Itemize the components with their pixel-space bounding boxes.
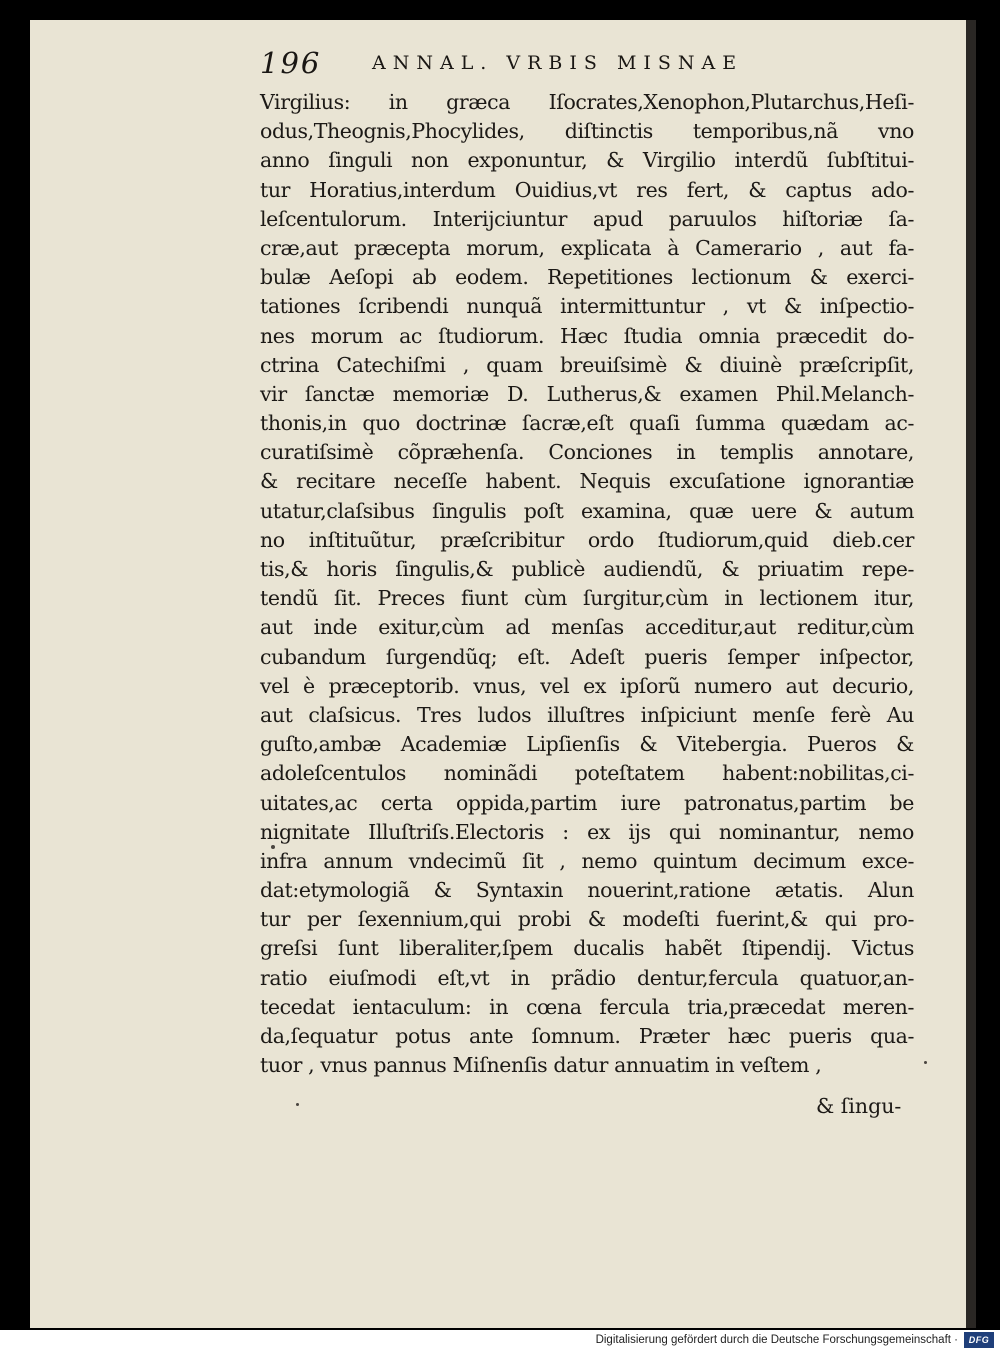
text-line: cræ,aut præcepta morum, explicata à Camerario , aut fa- — [260, 235, 914, 260]
text-line: bulæ Aeſopi ab eodem. Repetitiones lectionum & exerci- — [260, 265, 914, 290]
text-line: da,ſequatur potus ante ſomnum. Præter hæc pueris qua- — [260, 1024, 914, 1048]
dfg-logo-icon[interactable]: DFG — [964, 1332, 994, 1348]
text-line: tur Horatius,interdum Ouidius,vt res fert, & captus ado- — [260, 177, 914, 202]
text-line: ratio eiuſmodi eſt,vt in prãdio dentur,fercula quatuor,an- — [260, 965, 914, 990]
text-line: greſsi ſunt liberaliter,ſpem ducalis habẽt ſtipendij. Victus — [260, 936, 914, 961]
text-line: aut inde exitur,cùm ad menſas acceditur,aut reditur,cùm — [260, 615, 914, 640]
text-line: nes morum ac ſtudiorum. Hæc ſtudia omnia præcedit do- — [260, 323, 914, 348]
text-line: vel è præceptorib. vnus, vel ex ipſorũ numero aut decurio, — [260, 673, 914, 698]
text-line: anno ſinguli non exponuntur, & Virgilio interdũ ſubſtitui- — [260, 148, 914, 173]
paper-speck — [271, 845, 275, 849]
text-line: infra annum vndecimũ ſit , nemo quintum decimum exce- — [260, 848, 914, 873]
text-line: Virgilius: in græca Iſocrates,Xenophon,Plutarchus,Heſi- — [260, 90, 914, 114]
text-line: no inſtituũtur, præſcribitur ordo ſtudiorum,quid dieb.cer — [260, 527, 914, 552]
text-line: tur per ſexennium,qui probi & modeſti fuerint,& qui pro- — [260, 907, 914, 932]
text-line: vir ſanctæ memoriæ D. Lutherus,& examen Phil.Melanch- — [260, 381, 914, 406]
text-line: & recitare neceſſe habent. Nequis excuſatione ignorantiæ — [260, 469, 914, 494]
text-line: aut claſsicus. Tres ludos illuſtres inſpiciunt menſe ferè Au — [260, 702, 914, 727]
text-line: tis,& horis ſingulis,& publicè audiendũ, & priuatim repe- — [260, 557, 914, 581]
page-header — [260, 46, 960, 86]
text-line: tuor , vnus pannus Miſnenſis datur annuatim in veſtem , — [260, 1053, 822, 1078]
text-line: guſto,ambæ Academiæ Lipſienſis & Vitebergia. Pueros & — [260, 732, 914, 757]
text-line: dat:etymologiã & Syntaxin nouerint,ratione ætatis. Alun — [260, 878, 914, 903]
page-edge-shadow — [966, 20, 976, 1328]
body-text — [260, 88, 914, 1080]
page-number: 196 — [260, 46, 322, 80]
text-line: odus,Theognis,Phocylides, diſtinctis temporibus,nã vno — [260, 119, 914, 144]
text-line: tecedat ientaculum: in cœna fercula tria,præcedat meren- — [260, 994, 914, 1019]
text-line: tationes ſcribendi nunquã intermittuntur , vt & inſpectio- — [260, 294, 914, 319]
running-head: ANNAL. VRBIS MISNAE — [372, 52, 744, 74]
text-line: tendũ ſit. Preces fiunt cùm ſurgitur,cùm in lectionem itur, — [260, 586, 914, 611]
text-line: thonis,in quo doctrinæ ſacræ,eſt quaſi ſumma quædam ac- — [260, 411, 914, 436]
text-line: adoleſcentulos nominãdi poteſtatem habent:nobilitas,ci- — [260, 761, 914, 786]
catchword: & ſingu- — [816, 1094, 902, 1118]
funding-credit: Digitalisierung gefördert durch die Deutsche Forschungsgemeinschaft · — [595, 1334, 958, 1346]
text-line: utatur,claſsibus ſingulis poſt examina, quæ uere & autum — [260, 498, 914, 523]
text-line: uitates,ac certa oppida,partim iure patronatus,partim be — [260, 790, 914, 815]
text-line: nignitate Illuſtriſs.Electoris : ex ijs qui nominantur, nemo — [260, 819, 914, 844]
text-line: cubandum ſurgendũq; eſt. Adeſt pueris ſemper inſpector, — [260, 644, 914, 669]
paper-speck — [296, 1103, 299, 1106]
text-line: ctrina Catechiſmi , quam breuiſsimè & diuinè præſcripſit, — [260, 352, 914, 377]
text-line: curatiſsimè cõpræhenſa. Conciones in templis annotare, — [260, 440, 914, 465]
paper-speck — [924, 1061, 927, 1064]
footer-bar — [0, 1330, 1000, 1351]
text-line: leſcentulorum. Interijciuntur apud paruulos hiſtoriæ ſa- — [260, 206, 914, 231]
